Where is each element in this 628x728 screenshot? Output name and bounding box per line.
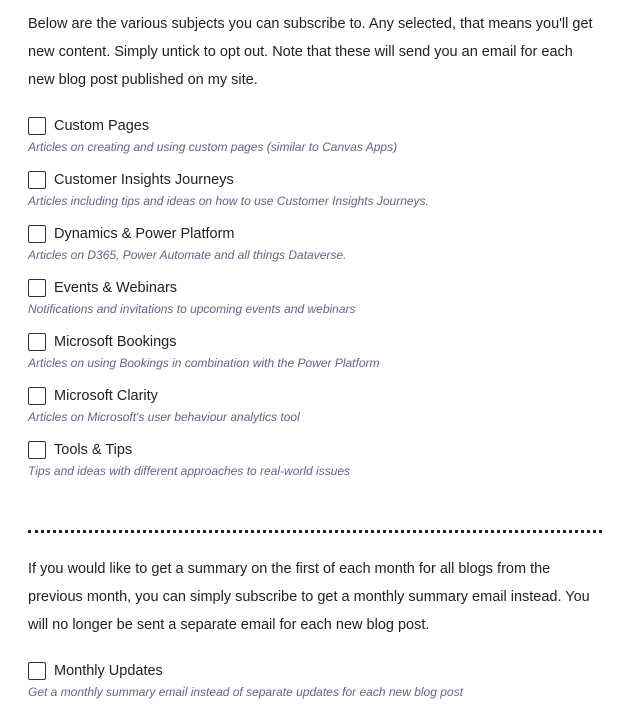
subject-option-tools-tips: [28, 437, 602, 491]
subject-checkbox[interactable]: [28, 333, 46, 351]
subscription-preferences: [28, 0, 602, 491]
subject-label[interactable]: Events & Webinars: [54, 280, 178, 296]
subject-option-microsoft-bookings: [28, 329, 602, 383]
subject-label[interactable]: Customer Insights Journeys: [54, 172, 234, 188]
subject-option-dynamics-power-platform: [28, 221, 602, 275]
subject-description: Articles on creating and using custom pages (similar to Canvas Apps): [28, 140, 398, 154]
intro-text: Below are the various subjects you can subscribe to. Any selected, that means you'll get new content. Simply untick to opt out. Note that these will send you an email for each new blog post published on my site.: [28, 16, 593, 88]
summary-text: If you would like to get a summary on the first of each month for all blogs from the previous month, you can simply subscribe to get a monthly summary email instead. You will no longer be sent a separate email for each new blog post.: [28, 561, 590, 633]
subject-option-events-webinars: [28, 275, 602, 329]
subject-list: [28, 113, 602, 491]
subject-description: Articles including tips and ideas on how to use Customer Insights Journeys.: [28, 194, 429, 208]
subject-label[interactable]: Microsoft Bookings: [54, 334, 177, 350]
subject-checkbox[interactable]: [28, 171, 46, 189]
subject-description: Articles on D365, Power Automate and all things Dataverse.: [28, 248, 347, 262]
subject-description: Tips and ideas with different approaches to real-world issues: [28, 464, 351, 478]
subject-label[interactable]: Dynamics & Power Platform: [54, 226, 235, 242]
subject-label[interactable]: Microsoft Clarity: [54, 388, 158, 404]
subject-option-custom-pages: [28, 113, 602, 167]
section-divider: [28, 530, 602, 533]
subject-option-customer-insights-journeys: [28, 167, 602, 221]
subject-option-microsoft-clarity: [28, 383, 602, 437]
monthly-option-list: [28, 658, 602, 712]
monthly-summary-section: [28, 555, 602, 712]
subject-checkbox[interactable]: [28, 225, 46, 243]
subject-checkbox[interactable]: [28, 387, 46, 405]
monthly-updates-option: [28, 658, 602, 712]
subject-description: Notifications and invitations to upcoming events and webinars: [28, 302, 356, 316]
subject-label[interactable]: Tools & Tips: [54, 442, 133, 458]
subject-description: Articles on using Bookings in combination with the Power Platform: [28, 356, 380, 370]
monthly-updates-checkbox[interactable]: [28, 662, 46, 680]
subject-checkbox[interactable]: [28, 279, 46, 297]
subject-checkbox[interactable]: [28, 117, 46, 135]
monthly-updates-description: Get a monthly summary email instead of separate updates for each new blog post: [28, 685, 463, 699]
subject-label[interactable]: Custom Pages: [54, 118, 150, 134]
subject-checkbox[interactable]: [28, 441, 46, 459]
monthly-updates-label[interactable]: Monthly Updates: [54, 663, 163, 679]
subject-description: Articles on Microsoft's user behaviour analytics tool: [28, 410, 300, 424]
